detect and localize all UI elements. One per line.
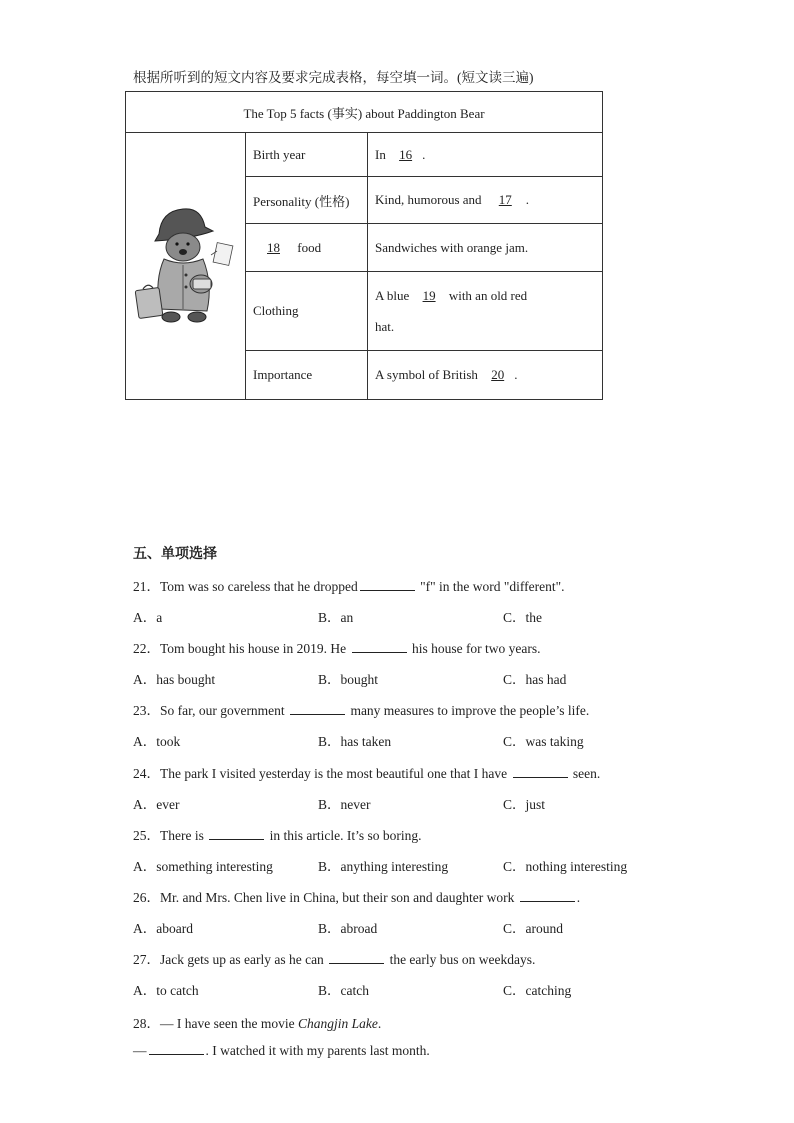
dash: — bbox=[133, 1043, 147, 1058]
question-number: 24． bbox=[133, 765, 160, 781]
answer-blank bbox=[352, 642, 407, 653]
value-text: A symbol of British bbox=[375, 367, 482, 382]
question-text: many measures to improve the people’s life. bbox=[347, 703, 590, 719]
option-a[interactable]: A．ever bbox=[133, 796, 180, 812]
question-text: seen. bbox=[569, 765, 601, 781]
question-text: in this article. It’s so boring. bbox=[266, 827, 422, 843]
option-b[interactable]: B．has taken bbox=[318, 734, 392, 750]
option-c[interactable]: C．catching bbox=[503, 983, 572, 999]
option-c[interactable]: C．around bbox=[503, 921, 563, 936]
question-text: Tom bought his house in 2019. He bbox=[160, 641, 350, 657]
blank-17: 17 bbox=[498, 192, 512, 207]
question-26 bbox=[133, 886, 580, 906]
row-label-food bbox=[246, 224, 368, 272]
table-title: The Top 5 facts (事实) about Paddington Bear bbox=[126, 92, 603, 133]
row-label-birth-year: Birth year bbox=[246, 133, 368, 177]
label-text: food bbox=[294, 239, 322, 255]
question-text: — I have seen the movie bbox=[160, 1016, 298, 1031]
answer-blank bbox=[209, 829, 264, 840]
answer-blank bbox=[329, 953, 384, 964]
question-text: . bbox=[576, 890, 581, 905]
question-text: Jack gets up as early as he can bbox=[160, 952, 328, 968]
facts-table bbox=[125, 91, 603, 400]
question-number: 23． bbox=[133, 703, 160, 719]
option-c[interactable]: C．just bbox=[503, 796, 546, 812]
option-c[interactable]: C．the bbox=[503, 610, 542, 625]
movie-title: Changjin Lake bbox=[297, 1016, 378, 1031]
question-28-reply bbox=[133, 1043, 430, 1059]
option-b[interactable]: B．abroad bbox=[318, 921, 378, 936]
option-b[interactable]: B．never bbox=[318, 796, 371, 812]
question-21 bbox=[133, 575, 565, 595]
question-25 bbox=[133, 824, 421, 844]
row-value-birth-year bbox=[368, 133, 603, 177]
option-a[interactable]: A．took bbox=[133, 734, 181, 750]
question-number: 25． bbox=[133, 827, 160, 843]
question-number: 22． bbox=[133, 641, 160, 657]
instruction bbox=[133, 66, 534, 86]
question-number: 28． bbox=[133, 1016, 160, 1031]
value-text: In bbox=[375, 146, 390, 162]
value-text: Kind, humorous and bbox=[375, 192, 485, 207]
value-text: with an old red bbox=[445, 288, 528, 303]
row-value-food: Sandwiches with orange jam. bbox=[368, 224, 603, 272]
answer-blank bbox=[149, 1044, 204, 1055]
instruction-text: 根据所听到的短文内容及要求完成表格，每空填一词。 bbox=[133, 70, 457, 86]
question-text: . I watched it with my parents last month. bbox=[205, 1043, 430, 1058]
answer-blank bbox=[290, 704, 345, 715]
option-c[interactable]: C．nothing interesting bbox=[503, 858, 628, 874]
question-number: 26． bbox=[133, 890, 160, 905]
section-title: 五、单项选择 bbox=[133, 546, 217, 562]
question-24 bbox=[133, 762, 600, 782]
question-text: So far, our government bbox=[160, 703, 289, 719]
question-27 bbox=[133, 948, 535, 968]
question-text: his house for two years. bbox=[408, 641, 541, 657]
answer-blank bbox=[520, 891, 575, 902]
option-b[interactable]: B．anything interesting bbox=[318, 858, 449, 874]
answer-blank bbox=[513, 767, 568, 778]
question-text: Mr. and Mrs. Chen live in China, but their son and daughter work bbox=[160, 890, 518, 905]
instruction-note: (短文读三遍) bbox=[457, 70, 534, 85]
option-a[interactable]: A．aboard bbox=[133, 921, 193, 936]
question-text: the early bus on weekdays. bbox=[386, 952, 536, 968]
option-a[interactable]: A．to catch bbox=[133, 983, 199, 999]
option-a[interactable]: A．something interesting bbox=[133, 858, 273, 874]
row-value-clothing bbox=[368, 272, 603, 351]
paddington-bear-illustration bbox=[126, 133, 246, 400]
blank-20: 20 bbox=[491, 367, 505, 382]
question-text: . bbox=[377, 1016, 382, 1031]
option-c[interactable]: C．has had bbox=[503, 672, 567, 688]
question-number: 27． bbox=[133, 952, 160, 968]
option-b[interactable]: B．an bbox=[318, 610, 354, 625]
row-value-personality bbox=[368, 177, 603, 224]
value-text: hat. bbox=[375, 319, 395, 334]
question-text: "f" in the word "different". bbox=[416, 579, 565, 594]
value-text: . bbox=[422, 146, 426, 162]
option-c[interactable]: C．was taking bbox=[503, 734, 584, 750]
row-value-importance bbox=[368, 351, 603, 400]
blank-19: 19 bbox=[422, 288, 436, 303]
value-text: . bbox=[514, 367, 518, 382]
row-label-personality: Personality (性格) bbox=[246, 177, 368, 224]
question-28 bbox=[133, 1012, 381, 1032]
bear-icon bbox=[131, 189, 241, 339]
answer-blank bbox=[360, 580, 415, 591]
question-text: The park I visited yesterday is the most beautiful one that I have bbox=[160, 765, 511, 781]
option-b[interactable]: B．bought bbox=[318, 672, 379, 688]
value-text: . bbox=[525, 192, 530, 207]
value-text: A blue bbox=[375, 288, 413, 303]
question-23 bbox=[133, 699, 589, 719]
question-text: Tom was so careless that he dropped bbox=[160, 579, 358, 594]
question-number: 21． bbox=[133, 579, 160, 594]
question-text: There is bbox=[160, 827, 208, 843]
blank-18: 18 bbox=[267, 239, 280, 255]
option-a[interactable]: A．a bbox=[133, 610, 163, 625]
question-22 bbox=[133, 637, 541, 657]
blank-16: 16 bbox=[399, 146, 413, 162]
row-label-importance: Importance bbox=[246, 351, 368, 400]
option-b[interactable]: B．catch bbox=[318, 983, 369, 999]
option-a[interactable]: A．has bought bbox=[133, 672, 216, 688]
row-label-clothing: Clothing bbox=[246, 272, 368, 351]
